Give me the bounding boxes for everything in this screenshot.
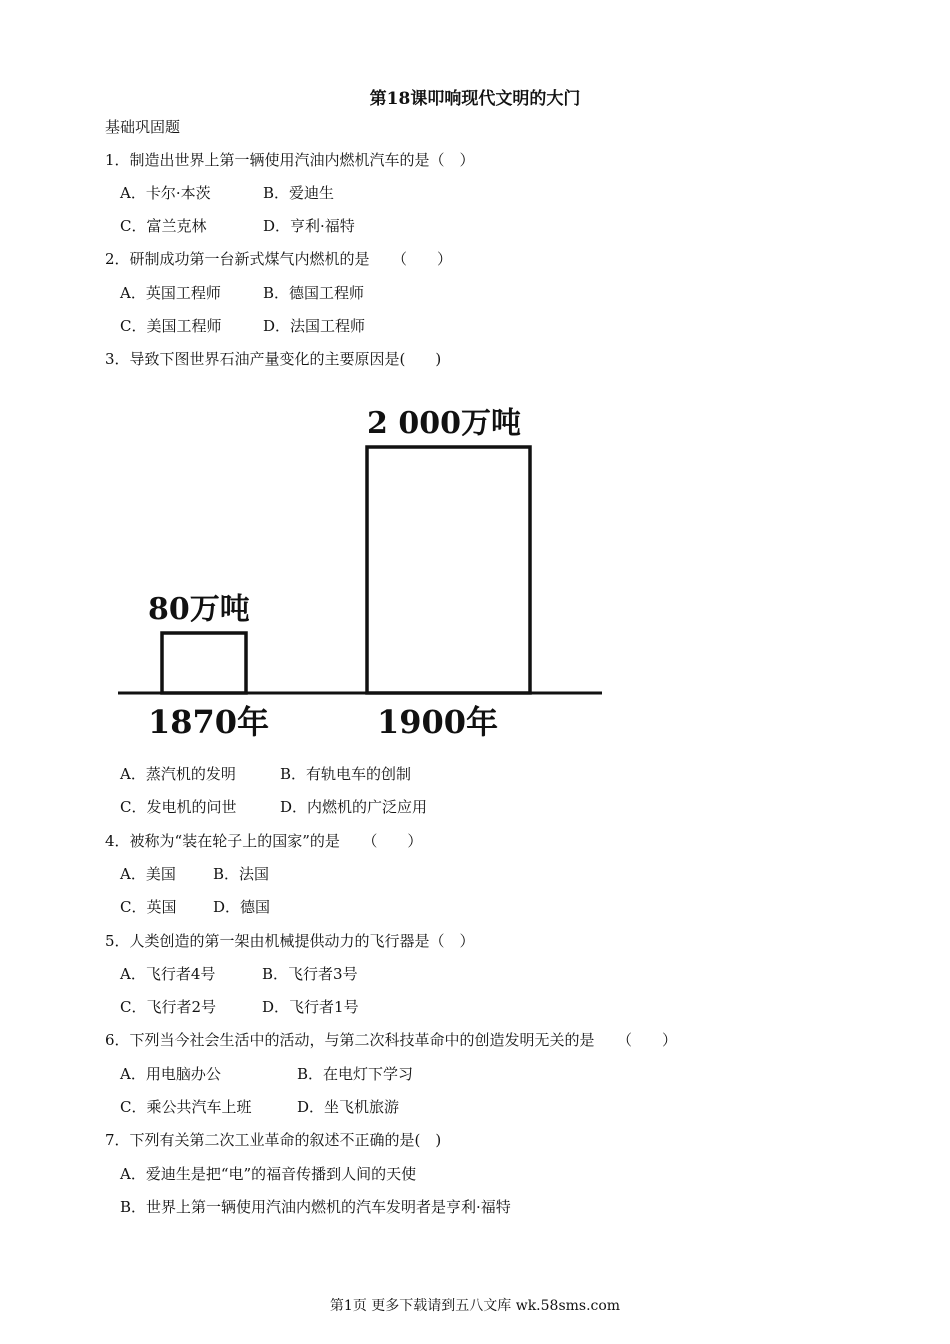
category-label-1: 1870年	[148, 703, 270, 741]
bar-1	[162, 633, 246, 693]
question-3-option-a: A．蒸汽机的发明	[120, 765, 236, 783]
question-1-option-b: B．爱迪生	[263, 184, 335, 202]
question-2-option-d: D．法国工程师	[263, 317, 366, 335]
question-1-option-a: A．卡尔·本茨	[120, 184, 211, 202]
question-6-option-a: A．用电脑办公	[120, 1065, 221, 1083]
question-7-option-b: B．世界上第一辆使用汽油内燃机的汽车发明者是亨利·福特	[120, 1198, 511, 1216]
question-5-option-a: A．飞行者4号	[120, 965, 216, 983]
question-7-option-a: A．爱迪生是把“电”的福音传播到人间的天使	[120, 1165, 417, 1183]
page-title: 第18课叩响现代文明的大门	[369, 89, 581, 109]
bar-2	[367, 447, 530, 693]
question-6-option-c: C．乘公共汽车上班	[120, 1098, 252, 1116]
question-6-stem: 6．下列当今社会生活中的活动，与第二次科技革命中的创造发明无关的是 （ ）	[105, 1031, 678, 1049]
question-6-option-d: D．坐飞机旅游	[297, 1098, 400, 1116]
question-5-option-b: B．飞行者3号	[262, 965, 358, 983]
question-2-stem: 2．研制成功第一台新式煤气内燃机的是 （ ）	[105, 250, 453, 268]
bar-value-label-1: 80万吨	[148, 592, 250, 627]
question-3-option-b: B．有轨电车的创制	[280, 765, 412, 783]
question-2-option-b: B．德国工程师	[263, 284, 365, 302]
oil-production-chart	[110, 385, 610, 745]
question-6-option-b: B．在电灯下学习	[297, 1065, 414, 1083]
question-4-stem: 4．被称为“装在轮子上的国家”的是 （ ）	[105, 832, 423, 850]
question-1-stem: 1．制造出世界上第一辆使用汽油内燃机汽车的是（ ）	[105, 151, 475, 169]
section-heading: 基础巩固题	[105, 118, 181, 136]
question-4-option-a: A．美国	[120, 865, 176, 883]
question-3-stem: 3．导致下图世界石油产量变化的主要原因是( )	[105, 350, 442, 368]
question-5-option-c: C．飞行者2号	[120, 998, 217, 1016]
question-1-option-d: D．亨利·福特	[263, 217, 355, 235]
question-2-option-a: A．英国工程师	[120, 284, 221, 302]
question-4-option-c: C．英国	[120, 898, 177, 916]
question-5-option-d: D．飞行者1号	[262, 998, 359, 1016]
page-footer: 第1页 更多下载请到五八文库 wk.58sms.com	[329, 1298, 621, 1314]
question-1-option-c: C．富兰克林	[120, 217, 207, 235]
question-2-option-c: C．美国工程师	[120, 317, 222, 335]
question-3-option-d: D．内燃机的广泛应用	[280, 798, 428, 816]
question-4-option-d: D．德国	[213, 898, 271, 916]
question-3-option-c: C．发电机的问世	[120, 798, 237, 816]
question-7-stem: 7．下列有关第二次工业革命的叙述不正确的是( )	[105, 1131, 442, 1149]
bar-value-label-2: 2 000万吨	[367, 406, 521, 441]
category-label-2: 1900年	[377, 703, 499, 741]
question-4-option-b: B．法国	[213, 865, 270, 883]
question-5-stem: 5．人类创造的第一架由机械提供动力的飞行器是（ ）	[105, 932, 475, 950]
